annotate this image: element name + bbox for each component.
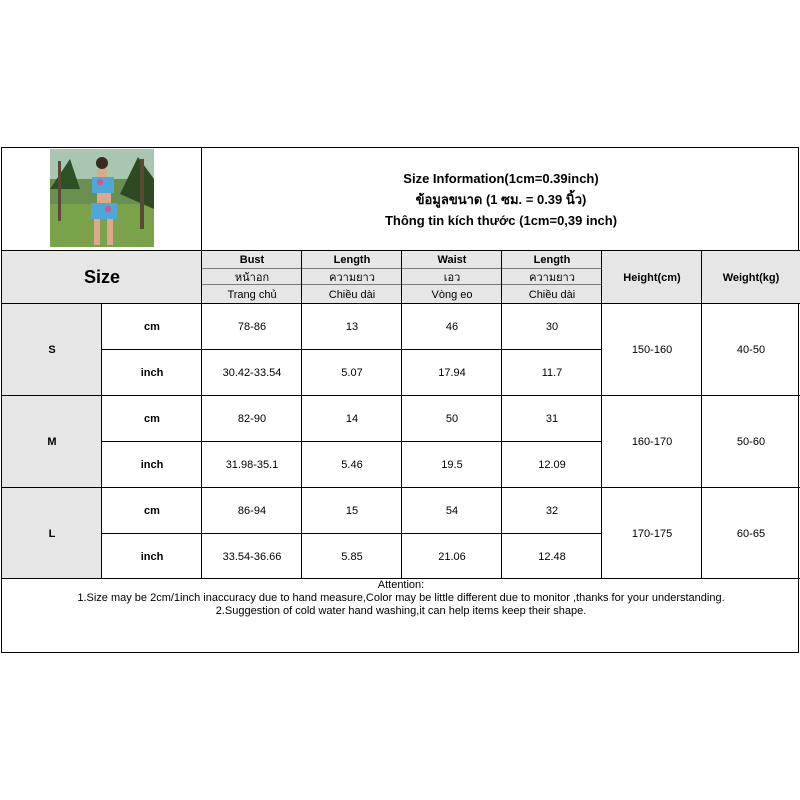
size-l-unit-cm: cm (144, 505, 160, 517)
size-chart (1, 147, 799, 653)
grid-line (501, 251, 502, 579)
attention-line-1: 1.Size may be 2cm/1inch inaccuracy due to hand measure,Color may be little different due to monitor ,thanks for your understanding. (77, 592, 725, 604)
table-cell: 19.5 (441, 459, 463, 471)
table-cell: 30 (545, 321, 559, 333)
table-cell: 17.94 (438, 367, 466, 379)
size-l-unit-inch: inch (140, 550, 164, 563)
table-cell: 54 (445, 505, 459, 517)
table-cell: 30.42-33.54 (222, 367, 282, 379)
table-cell: 21.06 (438, 550, 466, 563)
title-thai: ข้อมูลขนาด (1 ซม. = 0.39 นิ้ว) (415, 192, 587, 207)
table-cell: 13 (345, 321, 359, 333)
table-cell: 5.46 (341, 459, 363, 471)
grid-line (202, 284, 602, 285)
title-vietnamese: Thông tin kích thước (1cm=0,39 inch) (384, 213, 618, 228)
grid-line (102, 441, 602, 442)
title-english: Size Information(1cm=0.39inch) (403, 171, 599, 186)
grid-line (401, 251, 402, 579)
size-s-height: 150-160 (631, 344, 673, 356)
length2-header-en: Length (533, 254, 571, 266)
waist-header-vi: Vòng eo (431, 288, 473, 301)
waist-header-en: Waist (437, 254, 467, 266)
length-header-vi: Chiều dài (328, 288, 376, 301)
size-l-weight: 60-65 (736, 527, 766, 540)
bust-header-en: Bust (239, 254, 265, 266)
bust-header-th: หน้าอก (234, 272, 270, 284)
grid-line (201, 148, 202, 579)
table-cell: 5.07 (341, 367, 363, 379)
size-m-unit-inch: inch (140, 459, 164, 471)
weight-header: Weight(kg) (702, 251, 800, 304)
grid-line (601, 251, 602, 579)
size-header (2, 251, 202, 304)
size-m-height: 160-170 (631, 436, 673, 448)
table-cell: 31 (545, 413, 559, 425)
attention-heading: Attention: (377, 579, 425, 591)
size-m-label: M (2, 396, 102, 488)
size-s-unit-inch: inch (140, 367, 164, 379)
size-s-weight: 40-50 (736, 344, 766, 356)
size-s-label: S (2, 304, 102, 396)
size-s-unit-cm: cm (144, 321, 160, 333)
table-cell: 12.09 (538, 459, 566, 471)
waist-header-th: เอว (443, 272, 461, 284)
grid-line (102, 349, 602, 350)
size-header-label: Size (83, 267, 121, 287)
grid-line (202, 268, 602, 269)
size-l-label: L (2, 488, 102, 579)
grid-line (101, 303, 102, 579)
table-cell: 78-86 (237, 321, 267, 333)
size-m-unit-cm: cm (144, 413, 160, 425)
table-cell: 5.85 (341, 550, 363, 563)
table-cell: 11.7 (541, 367, 563, 379)
table-cell: 32 (545, 505, 559, 517)
grid-line (701, 251, 702, 579)
grid-line (102, 533, 602, 534)
grid-line (301, 251, 302, 579)
size-information-title (202, 148, 800, 251)
table-cell: 15 (345, 505, 359, 517)
length-header-th: ความยาว (329, 272, 375, 284)
height-header: Height(cm) (602, 251, 702, 304)
table-cell: 50 (445, 413, 459, 425)
table-cell: 33.54-36.66 (222, 550, 282, 563)
attention-line-2: 2.Suggestion of cold water hand washing,it can help items keep their shape. (215, 605, 587, 617)
bust-header-vi: Trang chủ (227, 288, 277, 301)
length2-header-vi: Chiều dài (528, 288, 576, 301)
table-cell: 46 (445, 321, 459, 333)
size-l-height: 170-175 (631, 527, 673, 540)
size-m-weight: 50-60 (736, 436, 766, 448)
table-cell: 31.98-35.1 (225, 459, 279, 471)
table-cell: 86-94 (237, 505, 267, 517)
attention-notes (2, 578, 800, 655)
table-cell: 14 (345, 413, 359, 425)
length2-header-th: ความยาว (529, 272, 575, 284)
product-photo (50, 149, 154, 247)
table-cell: 82-90 (237, 413, 267, 425)
table-cell: 12.48 (538, 550, 566, 563)
length-header-en: Length (333, 254, 371, 266)
